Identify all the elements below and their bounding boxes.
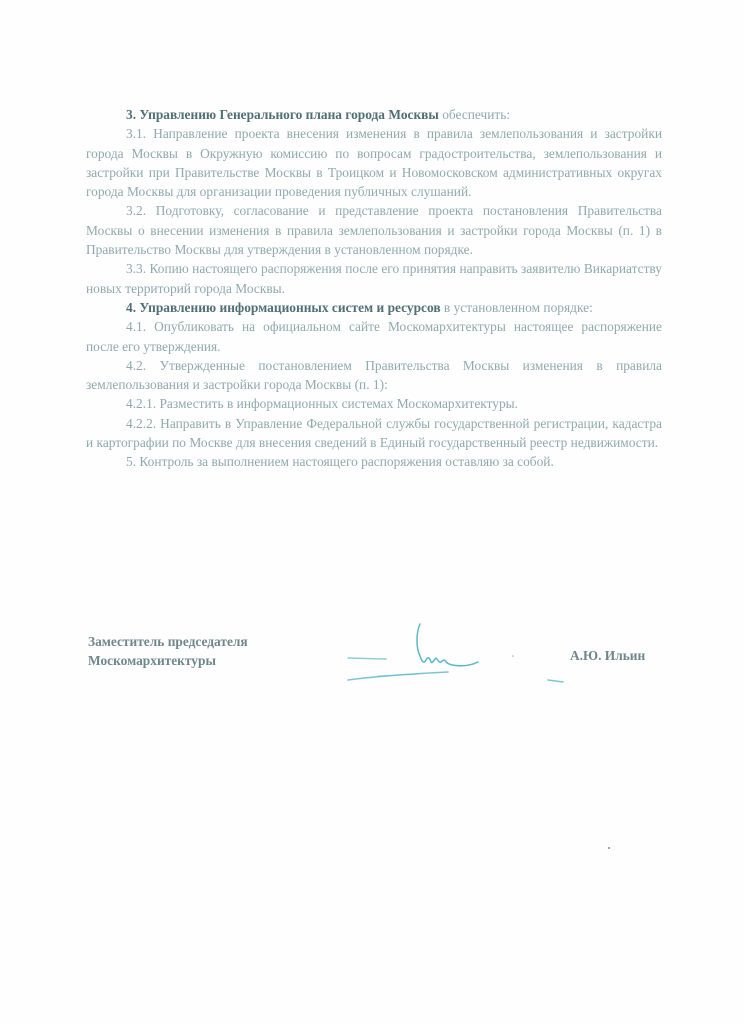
paragraph-4-2-2: 4.2.2. Направить в Управление Федеральной службы государственной регистрации, кадастра и картографии по Москве для внесения сведений в Единый государственный реестр недвижимости. (86, 415, 662, 451)
signatory-title-line-2: Москомархитектуры (88, 653, 216, 668)
paragraph-4-2-1: 4.2.1. Разместить в информационных системах Москомархитектуры. (126, 396, 519, 412)
signature-block (88, 630, 668, 700)
signatory-title (88, 632, 248, 670)
paragraph-4-heading: 4. Управлению информационных систем и ресурсов (126, 299, 441, 315)
signatory-title-line-1: Заместитель председателя (88, 634, 248, 649)
paragraph-3-1: 3.1. Направление проекта внесения изменения в правила землепользования и застройки города Москвы в Окружную комиссию по вопросам градостроительства, землепользования и застройки при Правительстве Москвы в Троицком и Новомосковском административных округах города Москвы для организации проведения публичных слушаний. (86, 126, 662, 200)
paragraph-4 (86, 298, 662, 317)
paragraph-4-1: 4.1. Опубликовать на официальном сайте Москомархитектуры настоящее распоряжение после его утверждения. (86, 319, 662, 354)
paragraph-3-heading: 3. Управлению Генерального плана города Москвы (126, 107, 439, 122)
handwritten-signature-icon (338, 618, 568, 693)
paragraph-5: 5. Контроль за выполнением настоящего распоряжения оставляю за собой. (126, 454, 554, 470)
paragraph-3 (86, 105, 662, 124)
paragraph-3-2: 3.2. Подготовку, согласование и представление проекта постановления Правительства Москвы о внесении изменения в правила землепользования и застройки города Москвы (п. 1) в Правительство Москвы для утверждения в установленном порядке. (86, 203, 662, 258)
signatory-name: А.Ю. Ильин (570, 648, 646, 663)
paragraph-4-2: 4.2. Утвержденные постановлением Правительства Москвы изменения в правила землепользования и застройки города Москвы (п. 1): (86, 357, 662, 393)
paragraph-3-rest: обеспечить: (438, 107, 511, 122)
document-body (86, 105, 662, 472)
paragraph-3-3: 3.3. Копию настоящего распоряжения после его принятия направить заявителю Викариатству новых территорий города Москвы. (86, 261, 662, 296)
scan-speck (608, 847, 610, 849)
paragraph-4-rest: в установленном порядке: (440, 299, 593, 315)
